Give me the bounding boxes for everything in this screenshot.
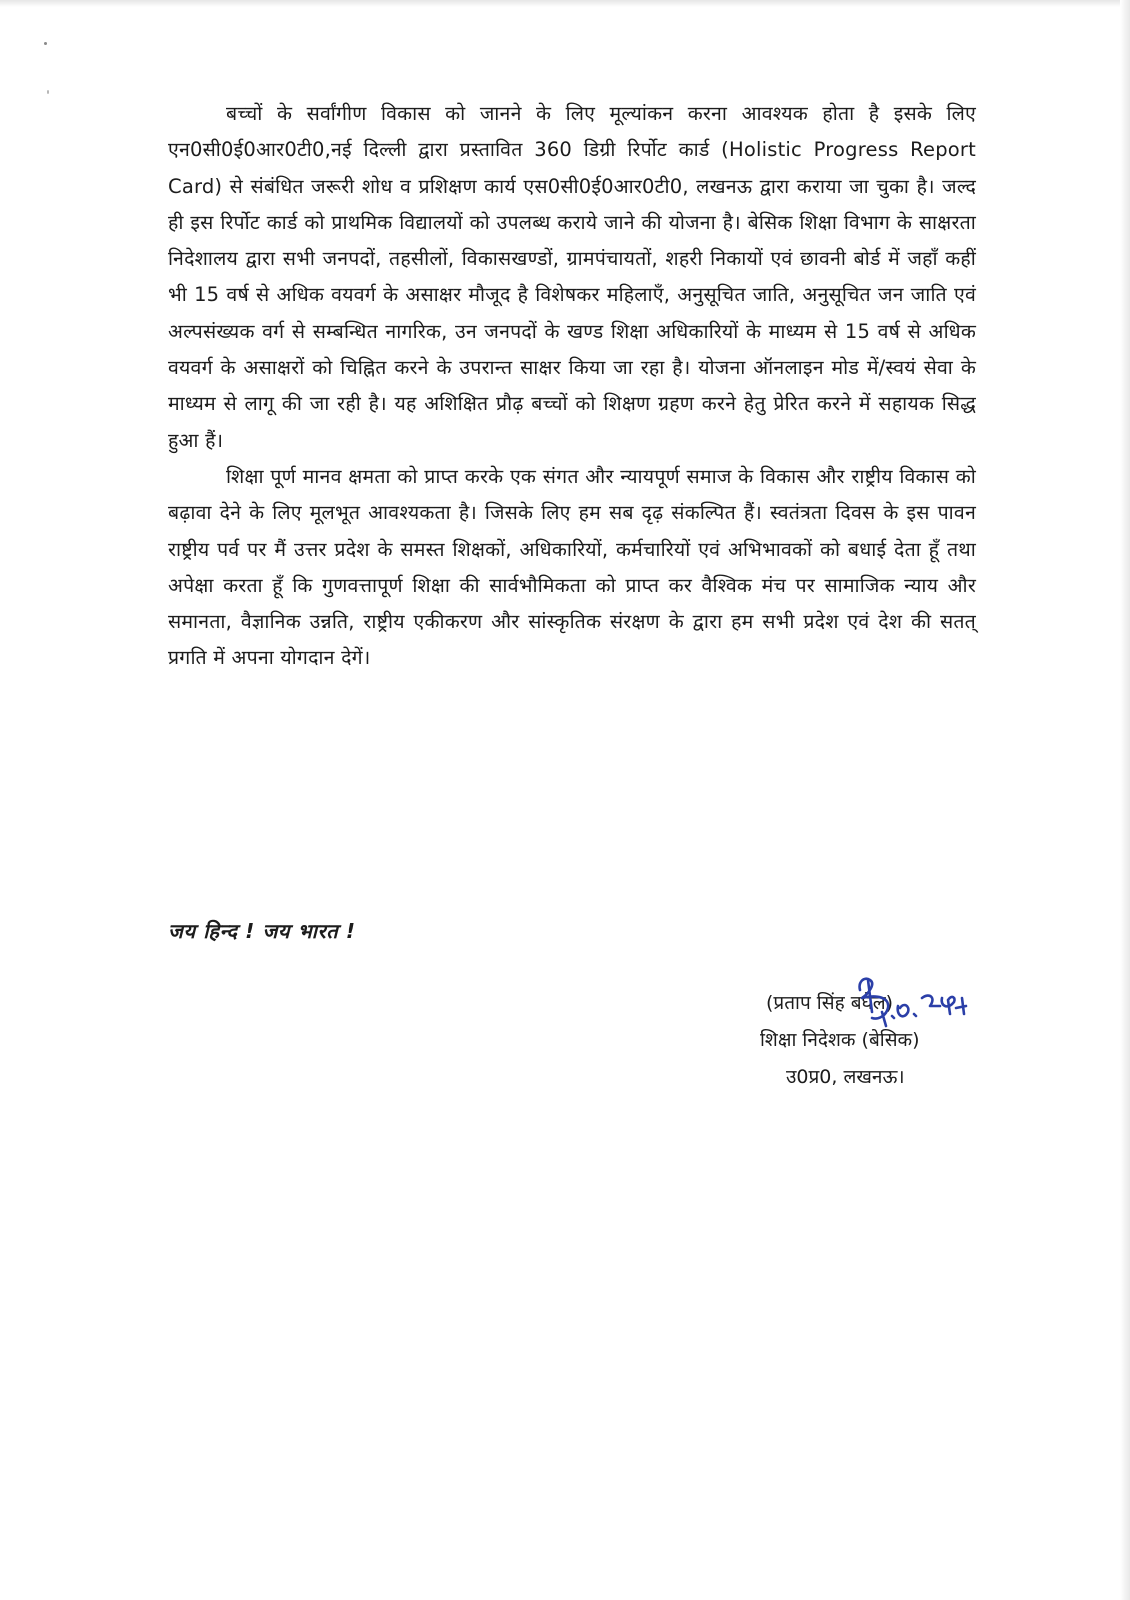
closing-salutation: जय हिन्द ! जय भारत ! [168,919,356,943]
handwritten-signature [838,968,988,1038]
paragraph-education: शिक्षा पूर्ण मानव क्षमता को प्राप्त करके एक संगत और न्यायपूर्ण समाज के विकास और राष्ट्रीय विकास को बढ़ावा देने के लिए मूलभूत आवश्यकता है। जिसके लिए हम सब दृढ़ संकल्पित हैं। स्वतंत्रता दिवस के इस पावन राष्ट्रीय पर्व पर मैं उत्तर प्रदेश के समस्त शिक्षकों, अधिकारियों, कर्मचारियों एवं अभिभावकों को बधाई देता हूँ तथा अपेक्षा करता हूँ कि गुणवत्तापूर्ण शिक्षा की सार्वभौमिकता को प्राप्त कर वैश्विक मंच पर सामाजिक न्याय और समानता, वैज्ञानिक उन्नति, राष्ट्रीय एकीकरण और सांस्कृतिक संरक्षण के द्वारा हम सभी प्रदेश एवं देश की सतत् प्रगति में अपना योगदान देगें। [168,464,976,670]
paragraph-assessment: बच्चों के सर्वांगीण विकास को जानने के लिए मूल्यांकन करना आवश्यक होता है इसके लिए एन0सी0ई0आर0टी0,नई दिल्ली द्वारा प्रस्तावित 360 डिग्री रिर्पोट कार्ड (Holistic Progress Report Card) से संबंधित जरूरी शोध व प्रशिक्षण कार्य एस0सी0ई0आर0टी0, लखनऊ द्वारा कराया जा चुका है। जल्द ही इस रिर्पोट कार्ड को प्राथमिक विद्यालयों को उपलब्ध कराये जाने की योजना है। बेसिक शिक्षा विभाग के साक्षरता निदेशालय द्वारा सभी जनपदों, तहसीलों, विकासखण्डों, ग्रामपंचायतों, शहरी निकायों एवं छावनी बोर्ड में जहाँ कहीं भी 15 वर्ष से अधिक वयवर्ग के असाक्षर मौजूद है विशेषकर महिलाएँ, अनुसूचित जाति, अनुसूचित जन जाति एवं अल्पसंख्यक वर्ग से सम्बन्धित नागरिक, उन जनपदों के खण्ड शिक्षा अधिकारियों के माध्यम से 15 वर्ष से अधिक वयवर्ग के असाक्षरों को चिह्नित करने के उपरान्त साक्षर किया जा रहा है। योजना ऑनलाइन मोड में/स्वयं सेवा के माध्यम से लागू की जा रही है। यह अशिक्षित प्रौढ़ बच्चों को शिक्षण ग्रहण करने हेतु प्रेरित करने में सहायक सिद्ध हुआ हैं। [168,102,976,452]
signatory-name: (प्रताप सिंह बघेल) [766,992,894,1014]
letter-body [168,96,976,677]
signatory-designation: शिक्षा निदेशक (बेसिक) [760,1029,920,1051]
scan-top-edge [0,0,1130,7]
scan-speck [47,90,49,94]
scan-right-edge [1120,0,1130,1600]
scan-speck [44,42,47,45]
signatory-location: उ0प्र0, लखनऊ। [786,1066,905,1088]
